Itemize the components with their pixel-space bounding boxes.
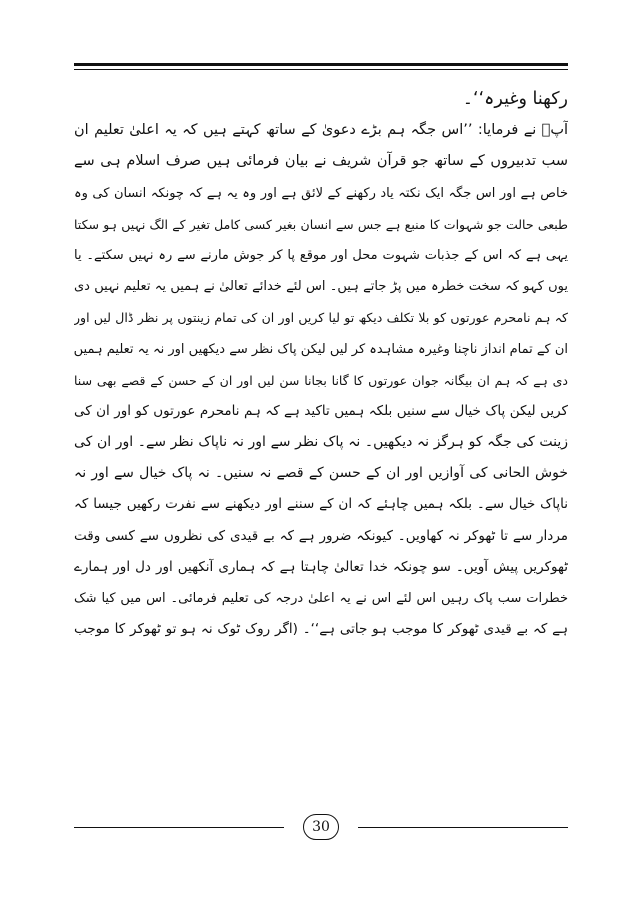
text-line: کریں لیکن پاک خیال سے سنیں بلکہ ہمیں تاکید ہے کہ ہم نامحرم عورتوں کو اور ان کی [74, 402, 568, 419]
text-line: خطرات سب پاک رہیں اس لئے اس نے یہ اعلیٰ درجہ کی تعلیم فرمائی۔ اس میں کیا شک [74, 591, 568, 606]
text-line: طبعی حالت جو شہوات کا منبع ہے جس سے انسان بغیر کسی کامل تغیر کے الگ نہیں ہو سکتا [74, 216, 568, 232]
text-line: خوش الحانی کی آوازیں اور ان کے حسن کے قصے نہ سنیں۔ نہ پاک خیال سے اور نہ [74, 465, 568, 482]
body-text [74, 84, 568, 645]
text-line: دی ہے کہ ہم ان بیگانہ جوان عورتوں کا گانا بجانا سن لیں اور ان کے حسن کے قصے بھی سنا [74, 372, 568, 388]
text-line: مردار سے تا ٹھوکر نہ کھاویں۔ کیونکہ ضرور ہے کہ بے قیدی کی نظروں سے کسی وقت [74, 527, 568, 544]
text-line: کہ ہم نامحرم عورتوں کو بلا تکلف دیکھ تو لیا کریں اور ان کی تمام زینتوں پر نظر ڈال لیں اور [74, 310, 568, 326]
text-line: یوں کہو کہ سخت خطرہ میں پڑ جاتے ہیں۔ اس لئے خدائے تعالیٰ نے ہمیں یہ تعلیم نہیں دی [74, 279, 568, 295]
text-line: ہے کہ بے قیدی ٹھوکر کا موجب ہو جاتی ہے‘‘۔ (اگر روک ٹوک نہ ہو تو ٹھوکر کا موجب [74, 621, 568, 638]
text-line: زینت کی جگہ کو ہرگز نہ دیکھیں۔ نہ پاک نظر سے اور نہ ناپاک نظر سے۔ اور ان کی [74, 434, 568, 451]
text-line: رکھنا وغیرہ‘‘۔ [462, 89, 568, 109]
footer-rule-right [358, 827, 568, 828]
footer-rule-left [74, 827, 284, 828]
text-line: آپؒ نے فرمایا: ’’اس جگہ ہم بڑے دعویٰ کے ساتھ کہتے ہیں کہ یہ اعلیٰ تعلیم ان [74, 122, 568, 139]
text-line: ناپاک خیال سے۔ بلکہ ہمیں چاہئے کہ ان کے سننے اور دیکھنے سے نفرت رکھیں جیسا کہ [74, 496, 568, 513]
header-rule-thin [74, 69, 568, 70]
header-rule-thick [74, 63, 568, 66]
text-line: خاص ہے اور اس جگہ ایک نکتہ یاد رکھنے کے لائق ہے اور وہ یہ ہے کہ چونکہ انسان کی وہ [74, 185, 568, 201]
text-line: سب تدبیروں کے ساتھ جو قرآن شریف نے بیان فرمائی ہیں صرف اسلام ہی سے [74, 153, 568, 170]
text-line: ٹھوکریں پیش آویں۔ سو چونکہ خدا تعالیٰ چاہتا ہے کہ ہماری آنکھیں اور دل اور ہمارے [74, 558, 568, 575]
text-line: یہی ہے کہ اس کے جذبات شہوت محل اور موقع پا کر جوش مارنے سے رہ نہیں سکتے۔ یا [74, 247, 568, 263]
page-number: 30 [303, 814, 339, 840]
page-footer [74, 812, 568, 842]
text-line: ان کے تمام انداز ناچنا وغیرہ مشاہدہ کر لیں لیکن پاک نظر سے دیکھیں اور نہ یہ تعلیم ہمیں [74, 341, 568, 357]
